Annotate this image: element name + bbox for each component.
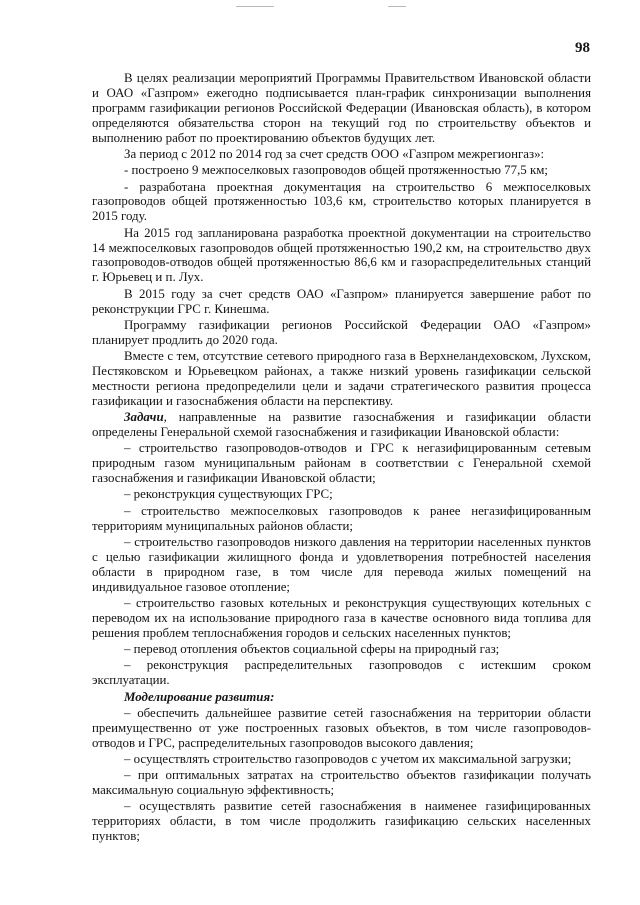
modeling-item: – обеспечить дальнейшее развитие сетей газоснабжения на территории области преимущественно от уже построенных газовых объектов, в том числе газопроводов-отводов и ГРС, распределительных газопроводов высокого давления; [92, 705, 591, 750]
task-item: – реконструкция распределительных газопроводов с истекшим сроком эксплуатации. [92, 658, 591, 688]
page-number: 98 [575, 40, 590, 56]
task-item: – перевод отопления объектов социальной сферы на природный газ; [124, 642, 500, 656]
scan-artifact-right [388, 6, 406, 7]
tasks-intro-text: , направленные на развитие газоснабжения и газификации области определены Генеральной схемой газоснабжения и газификации Ивановской области: [92, 410, 591, 439]
modeling-item: – осуществлять развитие сетей газоснабжения в наименее газифицированных территориях области, в том числе продолжить газификацию сельских населенных пунктов; [92, 799, 591, 844]
scan-artifact-left [236, 6, 274, 7]
task-item: – строительство газопроводов-отводов и ГРС к негазифицированным сетевым природным газом муниципальным районам в соответствии с Генеральной схемой газоснабжения и газификации Ивановской области; [92, 441, 591, 486]
task-item: – реконструкция существующих ГРС; [124, 487, 333, 502]
task-item: – строительство межпоселковых газопроводов к ранее негазифицированным территориям муниципальных районов области; [92, 503, 591, 533]
paragraph-plan-schedule: В целях реализации мероприятий Программы Правительством Ивановской области и ОАО «Газпром» ежегодно подписывается план-график синхронизации выполнения программ газификации регионов Российской Федерации (Ивановская область), в котором определяются обязательства сторон на текущий год по строительству объектов и выполнению работ по проектированию объектов будущих лет. [92, 71, 591, 145]
paragraph-goals-context: Вместе с тем, отсутствие сетевого природного газа в Верхнеландеховском, Лухском, Пестяковском и Юрьевецком районах, а также низкий уровень газификации сельской местности региона предопределили цели и задачи стратегического развития процесса газификации и газоснабжения области на перспективу. [92, 349, 591, 408]
tasks-lead-word: Задачи [124, 410, 164, 425]
modeling-item: – осуществлять строительство газопроводов с учетом их максимальной загрузки; [124, 751, 572, 766]
list-item-design-docs: - разработана проектная документация на строительство 6 межпоселковых газопроводов общей протяженностью 103,6 км, строительство которых планируется в 2015 году. [92, 179, 591, 224]
paragraph-tasks-intro [92, 410, 591, 440]
section-heading-modeling [92, 690, 591, 705]
paragraph-program-extension: Программу газификации регионов Российской Федерации ОАО «Газпром» планирует продлить до 2020 года. [92, 317, 591, 347]
paragraph-2015-plan: На 2015 год запланирована разработка проектной документации на строительство 14 межпоселковых газопроводов общей протяженностью 190,2 км, на строительство двух газопроводов-отводов общей протяженностью 86,6 км и газораспределительных станций г. Юрьевец и п. Лух. [92, 225, 591, 285]
modeling-heading-text: Моделирование развития: [124, 689, 275, 704]
paragraph-kineshma: В 2015 году за счет средств ОАО «Газпром» планируется завершение работ по реконструкции ГРС г. Кинешма. [92, 286, 591, 316]
document-body [92, 71, 591, 846]
modeling-item: – при оптимальных затратах на строительство объектов газификации получать максимальную социальную эффективность; [92, 768, 591, 798]
list-item-built: - построено 9 межпоселковых газопроводов общей протяженностью 77,5 км; [124, 163, 548, 178]
task-item: – строительство газовых котельных и реконструкция существующих котельных с переводом их на использование природного газа в качестве основного вида топлива для решения проблем теплоснабжения городов и сельских населенных пунктов; [92, 595, 591, 640]
task-item: – строительство газопроводов низкого давления на территории населенных пунктов с целью газификации жилищного фонда и удовлетворения потребностей населения области в природном газе, в том числе для перевода жилых помещений на индивидуальное газовое отопление; [92, 534, 591, 594]
paragraph-period-intro: За период с 2012 по 2014 год за счет средств ООО «Газпром межрегионгаз»: [124, 146, 545, 161]
